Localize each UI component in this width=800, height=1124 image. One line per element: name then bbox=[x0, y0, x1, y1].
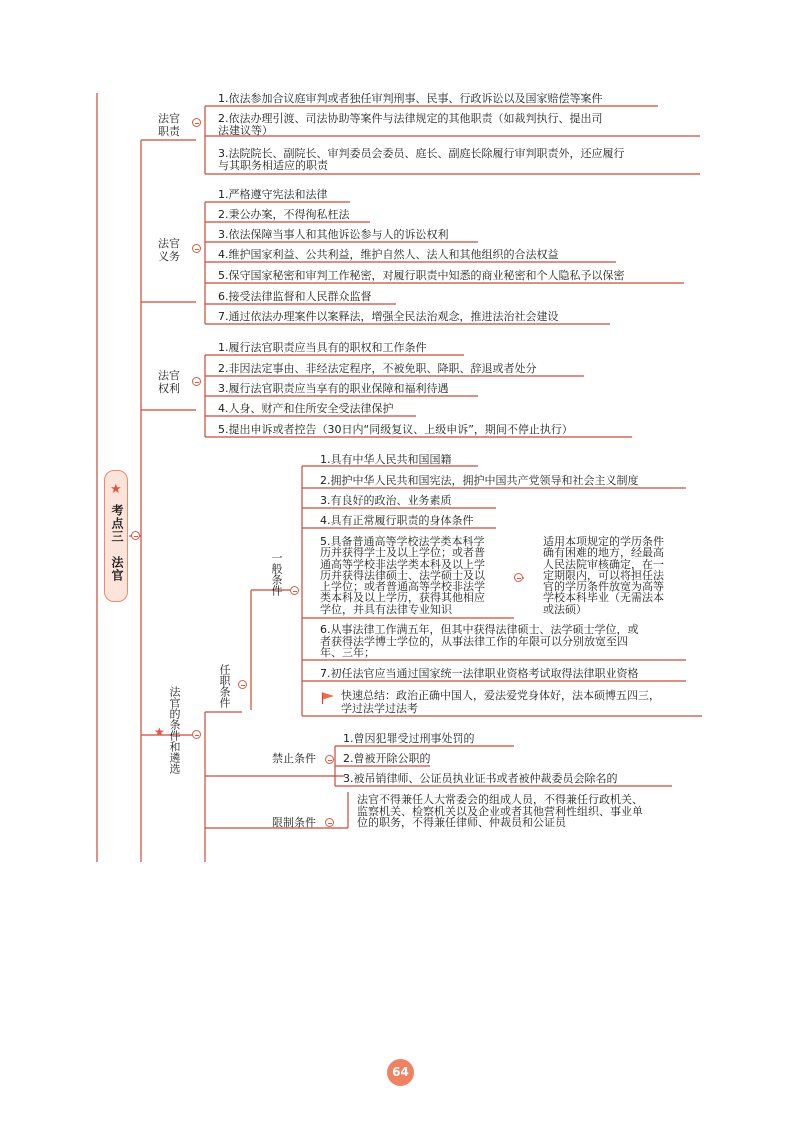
list-item: 1.严格遵守宪法和法律 bbox=[218, 188, 328, 201]
branch-label-duties: 法官 职责 bbox=[158, 112, 180, 138]
collapse-toggle-icon[interactable] bbox=[325, 755, 334, 764]
collapse-toggle-icon[interactable] bbox=[192, 730, 201, 739]
note-text: 适用本项规定的学历条件 确有困难的地方，经最高 人民法院审核确定，在一 定期限内，可以将担任法 官的学历条件放宽为高等 学校本科毕业（无需法本 或法硕） bbox=[543, 535, 664, 616]
list-item: 3.被吊销律师、公证员执业证书或者被仲裁委员会除名的 bbox=[343, 772, 618, 785]
branch-label-obligations: 法官 义务 bbox=[158, 237, 180, 263]
collapse-toggle-icon[interactable] bbox=[238, 680, 247, 689]
page-number-badge: 64 bbox=[387, 1059, 414, 1086]
list-item: 1.履行法官职责应当具有的职权和工作条件 bbox=[218, 341, 427, 354]
list-item: 1.曾因犯罪受过刑事处罚的 bbox=[343, 732, 475, 745]
collapse-toggle-icon[interactable] bbox=[192, 244, 201, 253]
list-item: 4.维护国家利益、公共利益，维护自然人、法人和其他组织的合法权益 bbox=[218, 248, 559, 261]
branch-label-conditions: 法官的条件和遴选 bbox=[168, 686, 181, 774]
list-item: 5.提出申诉或者控告（30日内“同级复议、上级申诉”，期间不停止执行） bbox=[218, 423, 573, 436]
collapse-toggle-icon[interactable] bbox=[131, 531, 140, 540]
list-item: 7.通过依法办理案件以案释法，增强全民法治观念，推进法治社会建设 bbox=[218, 310, 559, 323]
list-item: 6.从事法律工作满五年，但其中获得法律硕士、法学硕士学位，或 者获得法学博士学位的，从事法律工作的年限可以分别放宽至四 年、三年； bbox=[320, 623, 639, 659]
flag-icon bbox=[321, 692, 335, 704]
restricted-text: 法官不得兼任人大常委会的组成人员，不得兼任行政机关、 监察机关、检察机关以及企业或者其他营利性组织、事业单 位的职务，不得兼任律师、仲裁员和公证员 bbox=[357, 793, 643, 829]
list-item: 4.具有正常履行职责的身体条件 bbox=[320, 514, 474, 527]
list-item: 5.保守国家秘密和审判工作秘密，对履行职责中知悉的商业秘密和个人隐私予以保密 bbox=[218, 269, 625, 282]
list-item: 3.法院院长、副院长、审判委员会委员、庭长、副庭长除履行审判职责外，还应履行 与其职务相适应的职责 bbox=[218, 147, 625, 172]
list-item: 2.非因法定事由、非经法定程序，不被免职、降职、辞退或者处分 bbox=[218, 362, 537, 375]
general-conditions-label: 一般条件 bbox=[270, 552, 283, 596]
list-item: 4.人身、财产和住所安全受法律保护 bbox=[218, 402, 394, 415]
prohibited-conditions-label: 禁止条件 bbox=[272, 752, 316, 765]
star-icon: ★ bbox=[110, 482, 122, 497]
collapse-toggle-icon[interactable] bbox=[192, 377, 201, 386]
list-item: 2.拥护中华人民共和国宪法，拥护中国共产党领导和社会主义制度 bbox=[320, 474, 639, 487]
list-item: 3.有良好的政治、业务素质 bbox=[320, 494, 452, 507]
root-title: 考点三 法官 bbox=[110, 504, 124, 582]
collapse-toggle-icon[interactable] bbox=[325, 818, 334, 827]
summary-text: 快速总结：政治正确中国人，爱法爱党身体好，法本硕博五四三， 学过法学过法考 bbox=[341, 689, 660, 715]
list-item: 2.秉公办案，不得徇私枉法 bbox=[218, 208, 350, 221]
list-item: 7.初任法官应当通过国家统一法律职业资格考试取得法律职业资格 bbox=[320, 667, 639, 680]
list-item: 3.履行法官职责应当享有的职业保障和福利待遇 bbox=[218, 382, 449, 395]
collapse-toggle-icon[interactable] bbox=[290, 586, 299, 595]
restricted-conditions-label: 限制条件 bbox=[272, 816, 316, 829]
list-item: 3.依法保障当事人和其他诉讼参与人的诉讼权利 bbox=[218, 228, 449, 241]
branch-label-rights: 法官 权利 bbox=[158, 369, 180, 395]
collapse-toggle-icon[interactable] bbox=[514, 573, 523, 582]
list-item: 1.依法参加合议庭审判或者独任审判刑事、民事、行政诉讼以及国家赔偿等案件 bbox=[218, 92, 603, 105]
star-icon: ★ bbox=[154, 725, 165, 739]
list-item: 2.曾被开除公职的 bbox=[343, 752, 431, 765]
list-item: 2.依法办理引渡、司法协助等案件与法律规定的其他职责（如裁判执行、提出司 法建议等） bbox=[218, 112, 603, 137]
list-item: 1.具有中华人民共和国国籍 bbox=[320, 453, 452, 466]
collapse-toggle-icon[interactable] bbox=[192, 118, 201, 127]
list-item: 5.具备普通高等学校法学类本科学 历并获得学士及以上学位；或者普 通高等学校非法学类本科及以上学 历并获得法律硕士、法学硕士及以 上学位；或者普通高等学校非法学 类本科及以上学历，获得其他相应 学位，并具有法律专业知识 bbox=[320, 535, 485, 616]
appointment-label: 任职条件 bbox=[218, 664, 231, 708]
list-item: 6.接受法律监督和人民群众监督 bbox=[218, 290, 372, 303]
